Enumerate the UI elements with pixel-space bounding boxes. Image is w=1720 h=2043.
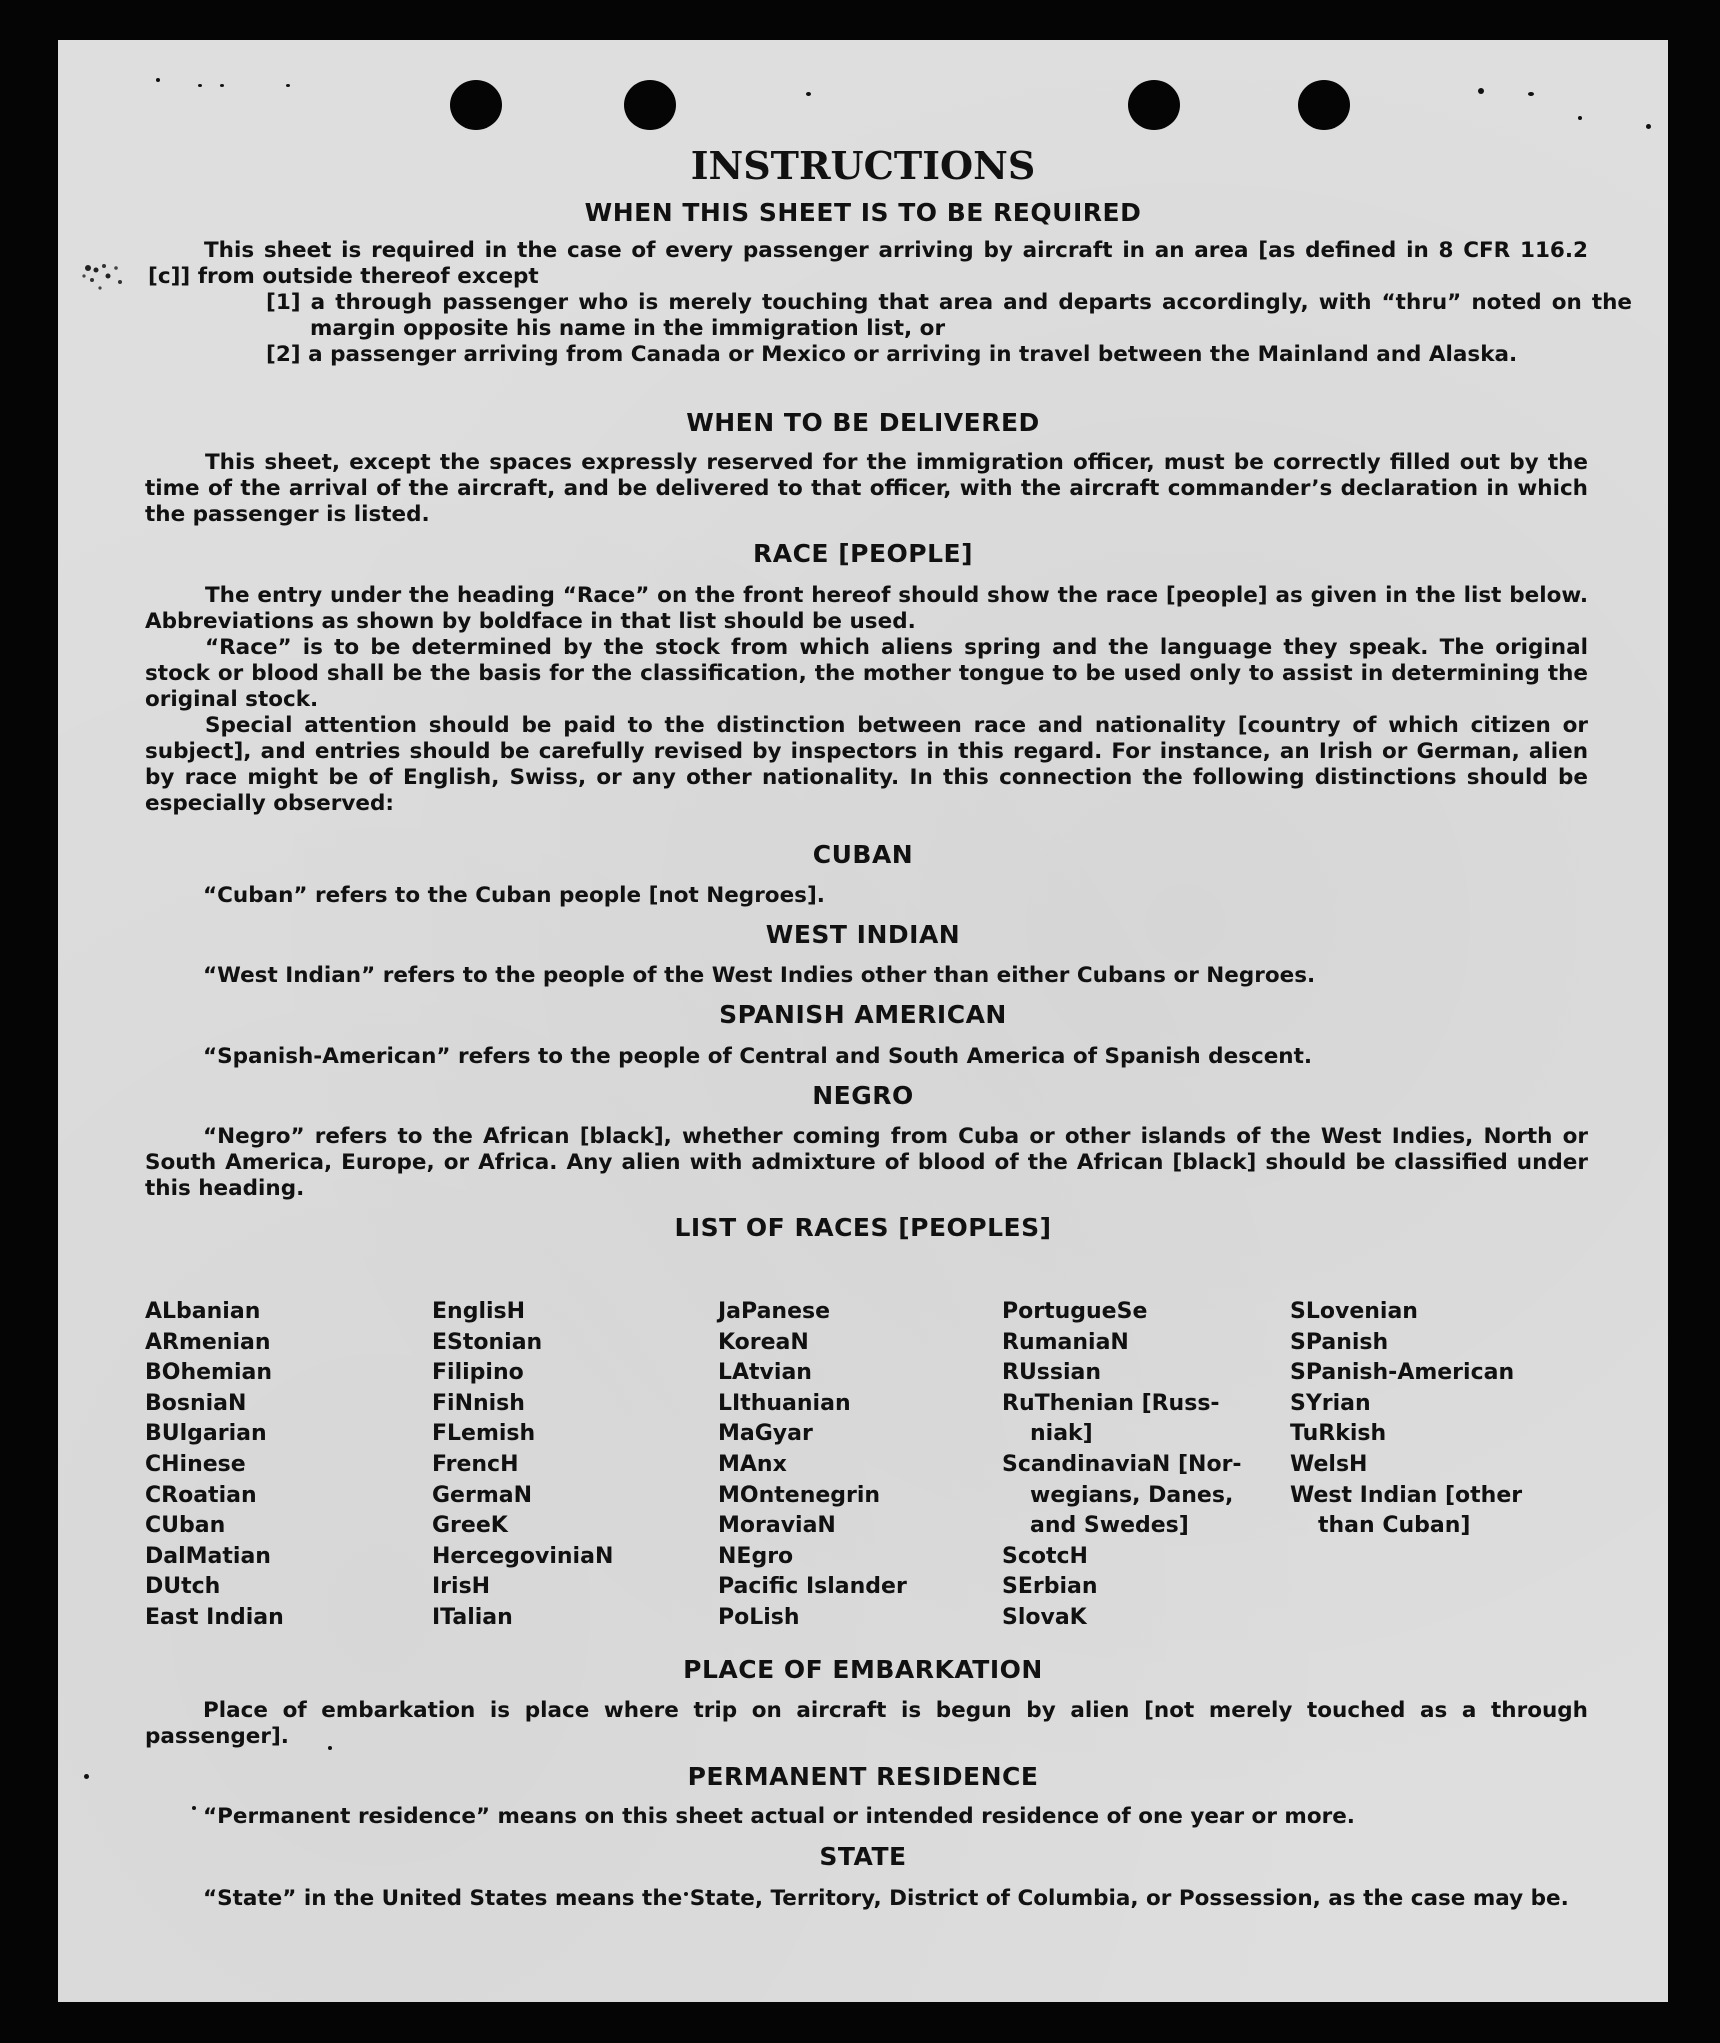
- punch-hole: [624, 80, 676, 130]
- race-item: PoLish: [718, 1604, 800, 1630]
- race-item-continuation: niak]: [1030, 1421, 1093, 1447]
- required-intro: This sheet is required in the case of every passenger arriving by aircraft in an area [as defined in 8 CFR 116.2 [c]] from outside thereof except: [148, 238, 1588, 289]
- race-item: KoreaN: [718, 1329, 809, 1355]
- race-item: RuThenian [Russ-: [1002, 1390, 1220, 1416]
- heading-delivered: WHEN TO BE DELIVERED: [686, 408, 1040, 437]
- race-item: SPanish: [1290, 1329, 1389, 1355]
- race-item: CRoatian: [145, 1482, 257, 1508]
- race-item: BUlgarian: [145, 1421, 267, 1447]
- race-item: FiNnish: [432, 1390, 525, 1416]
- cuban-text: “Cuban” refers to the Cuban people [not Negroes].: [203, 883, 825, 908]
- ink-stain: [78, 258, 148, 318]
- scan-speck: [806, 92, 811, 96]
- heading-required: WHEN THIS SHEET IS TO BE REQUIRED: [584, 198, 1142, 227]
- race-item: East Indian: [145, 1604, 284, 1630]
- punch-hole: [1128, 80, 1180, 130]
- scan-speck: [220, 84, 224, 87]
- race-item: ScandinaviaN [Nor-: [1002, 1451, 1242, 1477]
- race-item: Pacific Islander: [718, 1574, 907, 1600]
- scan-speck: [1478, 88, 1484, 94]
- race-item: EStonian: [432, 1329, 543, 1355]
- heading-west-indian: WEST INDIAN: [765, 920, 961, 949]
- race-item: BosniaN: [145, 1390, 247, 1416]
- embarkation-text: Place of embarkation is place where trip on aircraft is begun by alien [not merely touched as a through passenger].: [145, 1698, 1588, 1749]
- race-item: [1290, 1511, 1522, 1542]
- race-item-continuation: than Cuban]: [1318, 1513, 1471, 1539]
- scan-speck: [198, 84, 202, 87]
- race-list-column-4: [1002, 1297, 1242, 1634]
- race-item: MOntenegrin: [718, 1482, 881, 1508]
- page-title: INSTRUCTIONS: [690, 143, 1036, 188]
- scan-speck: [1646, 124, 1651, 129]
- heading-spanish-american: SPANISH AMERICAN: [719, 1000, 1007, 1029]
- negro-text: “Negro” refers to the African [black], whether coming from Cuba or other islands of the West Indies, North or South America, Europe, or Africa. Any alien with admixture of blood of the African [black] should be classified under this heading.: [145, 1124, 1588, 1201]
- race-item: JaPanese: [718, 1299, 831, 1324]
- race-item: DalMatian: [145, 1543, 271, 1569]
- scan-speck: [286, 84, 290, 87]
- required-item-1: [1] a through passenger who is merely touching that area and departs accordingly, with “thru” noted on the margin opposite his name in the immigration list, or: [266, 290, 1632, 341]
- scan-speck: [156, 78, 160, 82]
- race-item: FLemish: [432, 1421, 536, 1447]
- race-item: MaGyar: [718, 1421, 813, 1447]
- race-list-column-3: [718, 1297, 907, 1634]
- race-item: [1002, 1511, 1242, 1542]
- race-item: MAnx: [718, 1451, 787, 1477]
- race-item: SYrian: [1290, 1390, 1371, 1416]
- scan-speck: [192, 1806, 196, 1810]
- race-item-continuation: and Swedes]: [1030, 1513, 1189, 1539]
- scan-speck: [1528, 92, 1534, 96]
- state-text: “State” in the United States means the State, Territory, District of Columbia, or Possession, as the case may be.: [203, 1886, 1569, 1911]
- race-item: DUtch: [145, 1574, 221, 1600]
- race-item: CUban: [145, 1513, 226, 1539]
- race-item: ScotcH: [1002, 1543, 1088, 1569]
- required-item-2: [2] a passenger arriving from Canada or Mexico or arriving in travel between the Mainland and Alaska.: [266, 342, 1518, 367]
- scan-speck: [1578, 116, 1582, 120]
- race-item: HercegoviniaN: [432, 1543, 614, 1569]
- heading-list-of-races: LIST OF RACES [PEOPLES]: [674, 1213, 1052, 1242]
- heading-state: STATE: [819, 1842, 907, 1871]
- race-item: EnglisH: [432, 1299, 526, 1324]
- race-item: FrencH: [432, 1451, 519, 1477]
- race-list-column-5: [1290, 1297, 1522, 1542]
- race-list-column-1: [145, 1297, 284, 1634]
- race-paragraph-2: “Race” is to be determined by the stock from which aliens spring and the language they speak. The original stock or blood shall be the basis for the classification, the mother tongue to be used only to assist in determining the original stock.: [145, 635, 1588, 712]
- race-item: SPanish-American: [1290, 1360, 1515, 1386]
- race-item: [1002, 1481, 1242, 1512]
- race-item: BOhemian: [145, 1360, 273, 1386]
- race-item-continuation: wegians, Danes,: [1030, 1482, 1234, 1508]
- race-paragraph-1: The entry under the heading “Race” on the front hereof should show the race [people] as given in the list below. Abbreviations as shown by boldface in that list should be used.: [145, 583, 1588, 634]
- race-item: ITalian: [432, 1604, 513, 1630]
- delivered-text: This sheet, except the spaces expressly reserved for the immigration officer, must be correctly filled out by the time of the arrival of the aircraft, and be delivered to that officer, with the aircraft commander’s declaration in which the passenger is listed.: [145, 450, 1588, 527]
- race-item: CHinese: [145, 1451, 246, 1477]
- race-item: WelsH: [1290, 1451, 1368, 1477]
- race-item: Filipino: [432, 1360, 524, 1386]
- race-paragraph-3: Special attention should be paid to the distinction between race and nationality [country of which citizen or subject], and entries should be carefully revised by inspectors in this regard. For instance, an Irish or German, alien by race might be of English, Swiss, or any other nationality. In this connection the following distinctions should be especially observed:: [145, 713, 1588, 816]
- race-item: SlovaK: [1002, 1604, 1087, 1630]
- race-item: ALbanian: [145, 1299, 261, 1324]
- west-indian-text: “West Indian” refers to the people of the West Indies other than either Cubans or Negroes.: [203, 963, 1316, 988]
- race-item: RUssian: [1002, 1360, 1102, 1386]
- race-item: West Indian [other: [1290, 1482, 1523, 1508]
- punch-hole: [450, 80, 502, 130]
- race-item: MoraviaN: [718, 1513, 836, 1539]
- punch-hole: [1298, 80, 1350, 130]
- race-list-column-2: [432, 1297, 613, 1634]
- race-item: IrisH: [432, 1574, 491, 1600]
- race-item: NEgro: [718, 1543, 794, 1569]
- heading-negro: NEGRO: [812, 1081, 914, 1110]
- race-item: TuRkish: [1290, 1421, 1387, 1447]
- instruction-sheet: [58, 40, 1668, 2002]
- race-item: LAtvian: [718, 1360, 812, 1386]
- heading-race: RACE [PEOPLE]: [752, 539, 974, 568]
- heading-permanent-residence: PERMANENT RESIDENCE: [687, 1762, 1039, 1791]
- race-item: GreeK: [432, 1513, 508, 1539]
- race-item: LIthuanian: [718, 1390, 851, 1416]
- race-item: GermaN: [432, 1482, 533, 1508]
- heading-embarkation: PLACE OF EMBARKATION: [683, 1655, 1043, 1684]
- race-item: ARmenian: [145, 1329, 271, 1355]
- race-item: SErbian: [1002, 1574, 1098, 1600]
- spanish-american-text: “Spanish-American” refers to the people of Central and South America of Spanish descent.: [203, 1044, 1313, 1069]
- race-item: PortugueSe: [1002, 1299, 1148, 1324]
- heading-cuban: CUBAN: [812, 840, 914, 869]
- permanent-residence-text: “Permanent residence” means on this sheet actual or intended residence of one year or more.: [203, 1804, 1355, 1829]
- race-item: SLovenian: [1290, 1299, 1418, 1324]
- race-item: RumaniaN: [1002, 1329, 1129, 1355]
- race-item: [1002, 1419, 1242, 1450]
